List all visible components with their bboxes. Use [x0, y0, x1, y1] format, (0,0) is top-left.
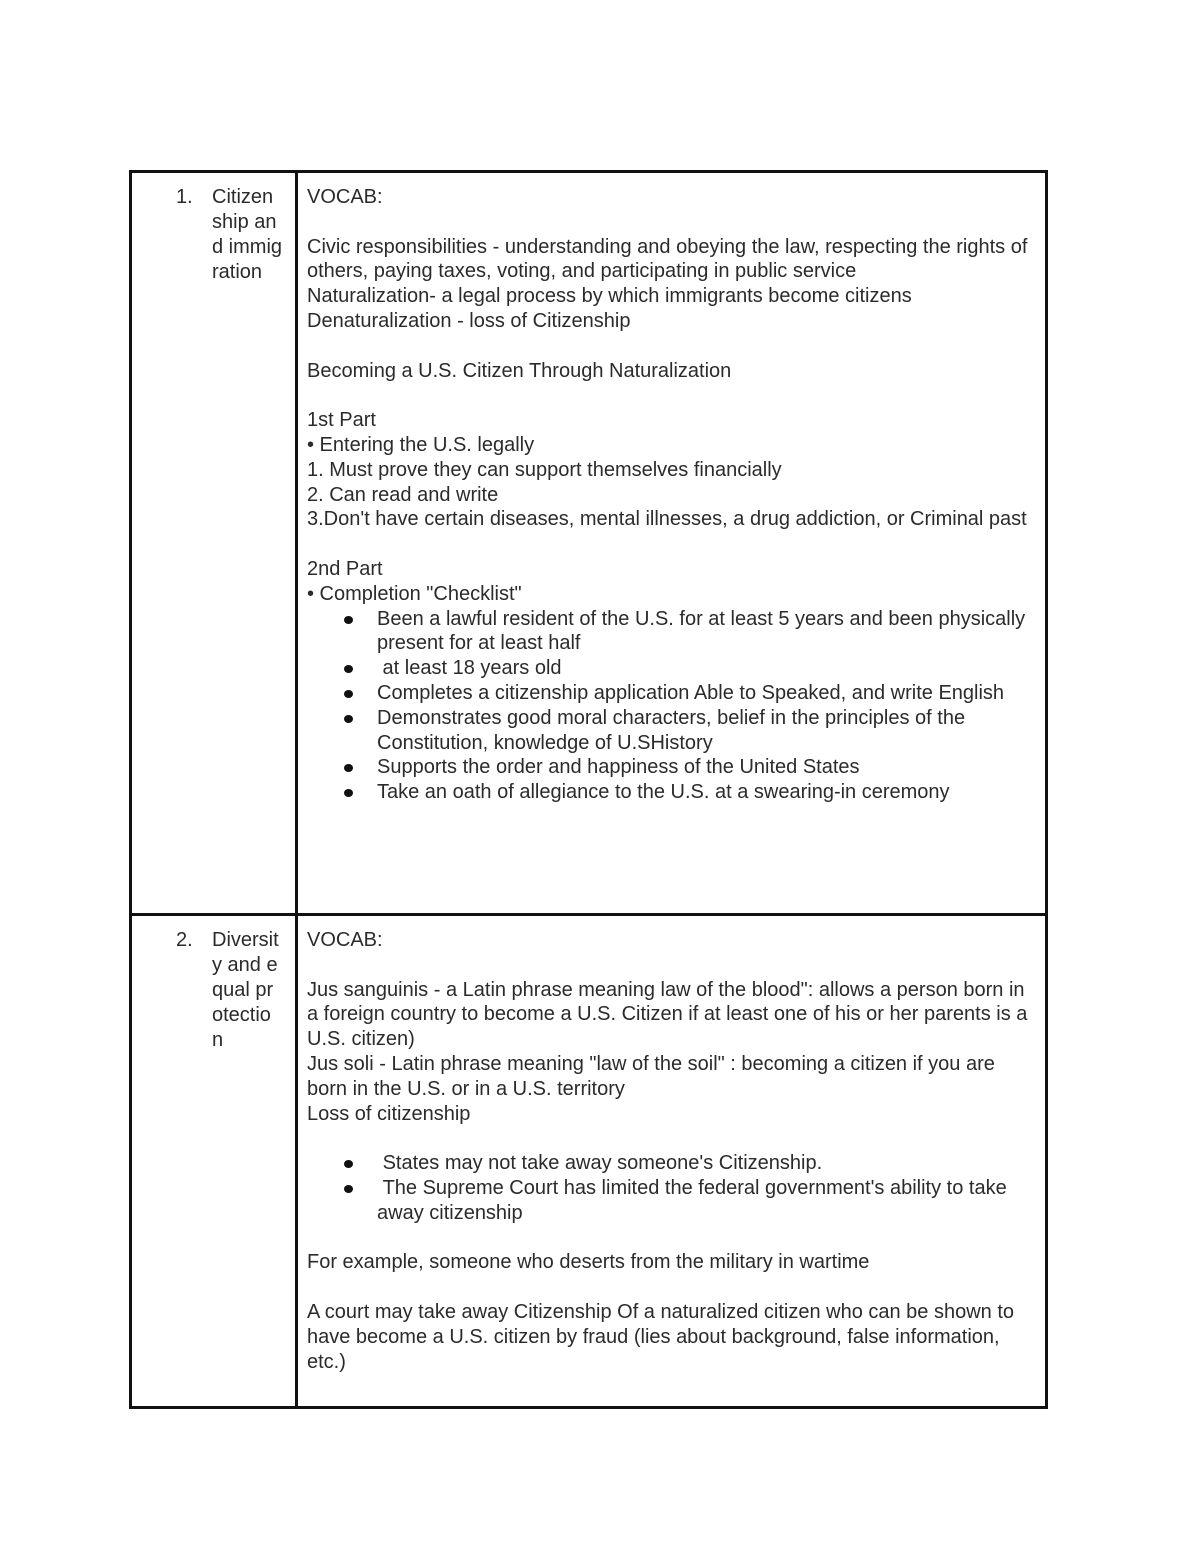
list-item: Been a lawful resident of the U.S. for at least 5 years and been physically present for at least half [307, 607, 1035, 657]
table-row [131, 172, 1047, 915]
section-title: Becoming a U.S. Citizen Through Naturalization [307, 359, 732, 382]
part-bullet: • Completion "Checklist" [307, 582, 522, 605]
list-item: Demonstrates good moral characters, belief in the principles of the Constitution, knowledge of U.SHistory [307, 706, 1035, 756]
bullet-icon [344, 1160, 353, 1168]
list-item: States may not take away someone's Citizenship. [307, 1151, 1035, 1176]
list-item: 2. Can read and write [307, 483, 499, 506]
list-item: The Supreme Court has limited the federal government's ability to take away citizenship [307, 1176, 1035, 1226]
bullet-icon [344, 789, 353, 797]
notes-table [129, 170, 1048, 1409]
part-bullet: • Entering the U.S. legally [307, 433, 535, 456]
bullet-icon [344, 764, 353, 772]
list-item: Supports the order and happiness of the United States [307, 755, 1035, 780]
row-number: 2. [176, 929, 193, 951]
vocab-line: Civic responsibilities - understanding and obeying the law, respecting the rights of others, paying taxes, voting, and participating in public service [307, 235, 1028, 283]
list-item: 1. Must prove they can support themselves financially [307, 458, 782, 481]
bullet-icon [344, 616, 353, 624]
list-item: Completes a citizenship application Able to Speaked, and write English [307, 681, 1035, 706]
example-text: For example, someone who deserts from the military in wartime [307, 1251, 870, 1274]
list-item: at least 18 years old [307, 656, 1035, 681]
topic-label: Diversity and equal protection [212, 929, 279, 1051]
vocab-line: Denaturalization - loss of Citizenship [307, 309, 631, 332]
list-item: 3.Don't have certain diseases, mental illnesses, a drug addiction, or Criminal past [307, 508, 1027, 531]
vocab-line: Naturalization- a legal process by which immigrants become citizens [307, 285, 912, 308]
topic-cell [131, 915, 297, 1408]
vocab-heading: VOCAB: [307, 929, 383, 951]
part-heading: 1st Part [307, 409, 376, 432]
bullet-icon [344, 715, 353, 723]
vocab-heading: VOCAB: [307, 186, 383, 208]
notes-cell [297, 915, 1047, 1408]
bullet-icon [344, 665, 353, 673]
bullet-icon [344, 1185, 353, 1193]
vocab-line: Jus sanguinis - a Latin phrase meaning law of the blood": allows a person born in a foreign country to become a U.S. Citizen if at least one of his or her parents is a U.S. citizen) [307, 978, 1028, 1051]
loss-list [307, 1151, 1035, 1225]
table-row [131, 915, 1047, 1408]
bullet-icon [344, 690, 353, 698]
vocab-line: Loss of citizenship [307, 1102, 471, 1125]
court-text: A court may take away Citizenship Of a naturalized citizen who can be shown to have become a U.S. citizen by fraud (lies about background, false information, etc.) [307, 1300, 1015, 1373]
vocab-line: Jus soli - Latin phrase meaning "law of the soil" : becoming a citizen if you are born in the U.S. or in a U.S. territory [307, 1052, 995, 1100]
row-number: 1. [176, 186, 193, 208]
list-item: Take an oath of allegiance to the U.S. at a swearing-in ceremony [307, 780, 1035, 805]
notes-cell [297, 172, 1047, 915]
topic-label: Citizenship and immigration [212, 186, 283, 283]
checklist [307, 607, 1035, 805]
topic-cell [131, 172, 297, 915]
part-heading: 2nd Part [307, 557, 383, 580]
